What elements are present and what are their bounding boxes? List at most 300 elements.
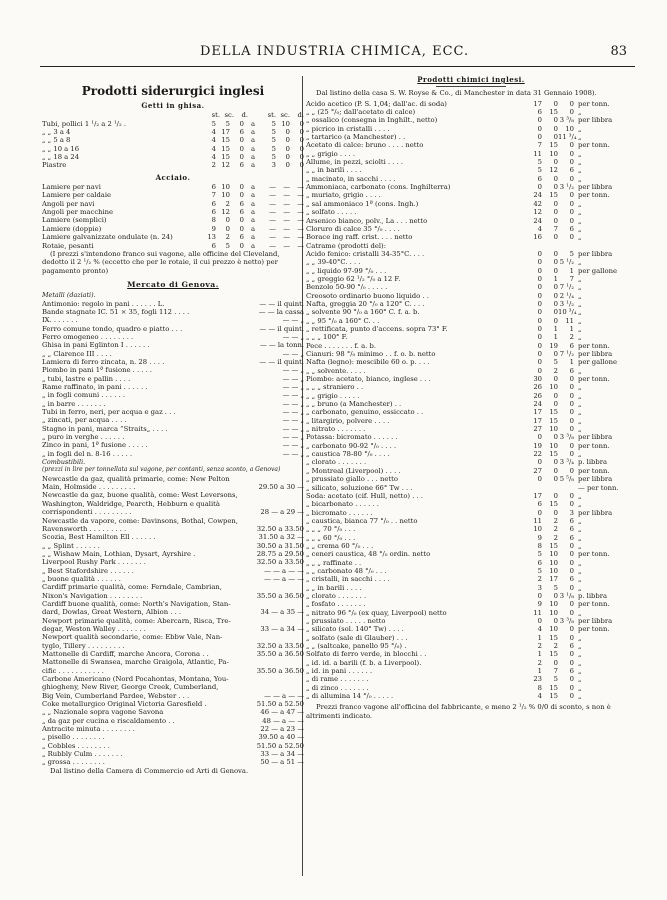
metalli-row — [42, 333, 304, 341]
chemical-row — [306, 358, 636, 366]
acciaio-value: — — [283, 191, 290, 200]
combustibile-row — [42, 525, 304, 533]
chemical-price: 0 — [537, 308, 542, 317]
chemical-name: „ „ greggio 62 ¹/₂ °/₀ a 12 F. — [306, 274, 401, 283]
chemical-name: Catrame (prodotti del): — [306, 241, 386, 250]
chemical-price: 0 — [553, 508, 558, 517]
chemical-name: „ di allumina 14 °/₀ . . . . . — [306, 692, 394, 701]
chemical-price: 10 — [549, 566, 558, 575]
combustibile-row — [42, 617, 304, 625]
chemical-unit: per tonn. — [578, 441, 610, 450]
chemical-price: 3 ³/₈ — [559, 617, 574, 625]
metalli-table — [42, 300, 304, 459]
ghisa-name: „ „ 3 a 4 — [42, 128, 71, 137]
chemical-name: Acetato di calce: bruno . . . . netto — [306, 141, 424, 150]
acciaio-value: 6 — [239, 233, 244, 242]
chemical-name: „ cristalli, in sacchi . . . . — [306, 575, 390, 584]
acciaio-value: 6 — [239, 199, 244, 208]
ghisa-value: 15 — [221, 136, 230, 145]
chemical-name: „ prussiato giallo . . . netto — [306, 475, 398, 484]
chemical-price: 0 — [569, 174, 574, 183]
ghisa-value: 0 — [299, 119, 304, 128]
chemical-unit: „ — [578, 224, 582, 233]
chemical-price: 0 — [553, 266, 558, 275]
chemical-unit: per tonn. — [578, 141, 610, 150]
chemical-price: 6 — [569, 533, 574, 542]
acciaio-value: a — [250, 224, 256, 233]
chemical-price: 0 — [553, 258, 558, 267]
acciaio-value: 0 — [225, 216, 230, 225]
combustibile-name: Big Vein, Cumberland Pardee, Webster . . . — [42, 691, 190, 700]
acciaio-value: — — [297, 191, 304, 200]
running-header — [40, 44, 637, 64]
ghisa-value: 17 — [221, 128, 230, 137]
chemical-name: Creosoto ordinario buono liquido . . — [306, 291, 429, 300]
chemical-row — [306, 584, 636, 592]
chemical-unit: „ — [578, 124, 582, 133]
chemical-row — [306, 275, 636, 283]
chemical-price: 6 — [569, 341, 574, 350]
chemical-name: Soda: acetato (cif. Hull, netto) . . . — [306, 491, 424, 500]
combustibile-price: 32.50 a 33.50 — [256, 558, 304, 567]
chemical-row — [306, 559, 636, 567]
chemical-price: 5 — [537, 566, 542, 575]
combustibile-name: „ buone qualità . . . . . . — [42, 574, 121, 583]
chemical-row — [306, 534, 636, 542]
combustibile-row — [42, 567, 304, 575]
chemical-price: 17 — [533, 416, 542, 425]
acciaio-value: — — [297, 233, 304, 242]
combustibile-row — [42, 600, 304, 608]
acciaio-value: 0 — [239, 241, 244, 250]
chemical-price: 11 — [533, 608, 542, 617]
ghisa-value: a — [250, 119, 256, 128]
chemical-price: 4 — [537, 625, 542, 634]
acciaio-value: 12 — [221, 208, 230, 217]
section-title-chimici: Prodotti chimici inglesi. — [417, 75, 525, 84]
chemical-unit: per tonn. — [578, 191, 610, 200]
chemical-price: 10 ³/₄ — [558, 308, 577, 317]
combustibile-name: Washington, Waldridge, Pearcth, Hebburn e qualità — [42, 499, 220, 508]
right-column — [306, 74, 636, 722]
chemical-name: Cloruro di calce 35 °/₀ . . . . — [306, 224, 400, 233]
ghisa-row — [42, 153, 304, 161]
chemical-price: 42 — [533, 199, 542, 208]
chemical-price: 0 — [537, 333, 542, 342]
chemical-price: 0 — [537, 591, 542, 600]
ghisa-value: 0 — [285, 128, 290, 137]
chemical-row — [306, 392, 636, 400]
chemical-price: 0 — [553, 591, 558, 600]
chemical-name: „ „ „ 70 °/₀ . . . — [306, 525, 356, 534]
chemical-price: 0 — [569, 391, 574, 400]
combustibile-row — [42, 483, 304, 491]
combustibile-row — [42, 675, 304, 683]
combustibile-row — [42, 667, 304, 675]
chemical-price: 2 — [553, 516, 558, 525]
chemical-row — [306, 692, 636, 700]
chemical-price: 12 — [533, 208, 542, 217]
ghisa-value: 0 — [239, 119, 244, 128]
chemical-price: 2 — [569, 333, 574, 342]
chemical-name: „ ceneri caustica, 48 °/₀ ordin. netto — [306, 550, 431, 559]
ghisa-value: 4 — [211, 136, 216, 145]
chemical-row — [306, 367, 636, 375]
acciaio-value: 6 — [211, 241, 216, 250]
chemical-row — [306, 283, 636, 291]
chemical-unit: „ — [578, 500, 582, 509]
combustibile-row — [42, 533, 304, 541]
chemical-price: 0 — [553, 249, 558, 258]
ghisa-value: 2 — [211, 161, 216, 170]
chemical-unit: „ — [578, 683, 582, 692]
ghisa-value: 5 — [271, 153, 276, 162]
metalli-name: Rame raffinato, in pani . . . . . . — [42, 383, 148, 391]
ghisa-name: „ „ 5 a 8 — [42, 136, 71, 145]
chemical-row — [306, 300, 636, 308]
chemical-unit: „ — [578, 333, 582, 342]
combustibile-name: Main, Holmside . . . . . . . . . — [42, 483, 136, 492]
combustibile-row — [42, 500, 304, 508]
acciaio-name: Lamiere per caldaie — [42, 191, 112, 200]
chemical-row — [306, 684, 636, 692]
chemical-price: 22 — [533, 450, 542, 459]
chemical-name: „ bicarbonato . . . . . . — [306, 500, 379, 509]
chemical-row — [306, 675, 636, 683]
ghisa-value: 5 — [225, 119, 230, 128]
chemical-name: „ „ bruno (a Manchester) . . — [306, 400, 402, 409]
chemical-unit — [574, 242, 636, 250]
chemical-name: „ picrico in cristalli . . . . — [306, 124, 390, 133]
combustibile-price: 22 — a 23 — — [260, 725, 304, 734]
ghisa-value: a — [250, 144, 256, 153]
acciaio-value: — — [297, 208, 304, 217]
ghisa-value: 0 — [239, 136, 244, 145]
chemical-price: 0 — [569, 600, 574, 609]
chemical-price: 0 — [553, 491, 558, 500]
ghisa-name: „ „ 10 a 16 — [42, 144, 80, 153]
metalli-row — [42, 375, 304, 383]
chemical-name: „ „ (25 °/₀; dall'acetato di calce) — [306, 108, 416, 117]
combustibile-price: 28.75 a 29.50 — [256, 549, 304, 558]
acciaio-value: 0 — [239, 183, 244, 192]
chemical-price: 8 — [537, 683, 542, 692]
chemical-unit: „ — [578, 199, 582, 208]
ghisa-table — [42, 120, 304, 170]
ghisa-name: Tubi, pollici 1 ¹/₂ a 2 ¹/₂ . — [42, 119, 127, 128]
chemical-price: 5 — [569, 249, 574, 258]
chemical-price: 10 — [549, 383, 558, 392]
combustibile-price — [252, 600, 304, 608]
metalli-price: — — „ — [282, 408, 304, 417]
chemical-unit: „ — [578, 316, 582, 325]
chemical-row — [306, 634, 636, 642]
chemical-price: 3 ¹/₈ — [559, 591, 574, 600]
combustibile-price — [252, 683, 304, 691]
combustibile-price: 48 — a — — — [262, 716, 304, 725]
acciaio-row — [42, 225, 304, 233]
chemical-price: 6 — [569, 366, 574, 375]
metalli-name: Bande stagnate IC. 51 × 35, fogli 112 . . . . — [42, 307, 190, 316]
metalli-price: — — la tonn. — [259, 341, 304, 350]
combustibile-price: 31.50 a 32 — — [258, 533, 304, 542]
chemical-unit: „ — [578, 516, 582, 525]
chemical-price: 0 — [569, 233, 574, 242]
chemical-name: „ „ liquido 97-99 °/₀ . . . — [306, 266, 387, 275]
chemical-price: 5 — [537, 158, 542, 167]
chemical-price: 0 — [569, 550, 574, 559]
chemical-price: 10 — [549, 625, 558, 634]
combustibile-price: 46 — a 47 — — [260, 708, 304, 717]
combustibile-name: „ „ Splint . . . . . . — [42, 541, 100, 550]
acciaio-value: 0 — [225, 224, 230, 233]
acciaio-name: Rotaie, pesanti — [42, 241, 94, 250]
chemical-price: 3 — [537, 583, 542, 592]
acciaio-value: a — [250, 191, 256, 200]
acciaio-value: 0 — [239, 216, 244, 225]
chimici-footer: Prezzi franco vagone all'officina del fabbricante, e meno 2 ¹/₂ % 0/0 di sconto, s non è altrimenti indicato. — [306, 703, 611, 720]
chemical-price: 0 — [569, 408, 574, 417]
chemical-unit: „ — [578, 291, 582, 300]
acciaio-value: — — [297, 216, 304, 225]
chemical-price — [542, 484, 558, 492]
chemical-price: 0 — [569, 375, 574, 384]
chemical-name: „ caustica, bianca 77 °/₀ . . netto — [306, 516, 418, 525]
chemical-unit: „ — [578, 108, 582, 117]
chemical-unit: per libbra — [578, 249, 613, 258]
chemical-name: „ nitrato 96 °/₀ (ex quay, Liverpool) netto — [306, 608, 447, 617]
chemical-name: Pece . . . . . . . f. a. b. — [306, 341, 377, 350]
chemical-price: 0 — [553, 208, 558, 217]
chemical-price: 24 — [533, 216, 542, 225]
combustibile-name: Ravensworth . . . . . . . . . — [42, 524, 127, 533]
chemical-price: 0 — [553, 233, 558, 242]
chemical-price: 0 — [537, 316, 542, 325]
ghisa-value: 5 — [271, 128, 276, 137]
chemical-unit: per libbra — [578, 508, 613, 517]
chemical-price: 0 — [537, 433, 542, 442]
chemical-price: 17 — [533, 99, 542, 108]
chemical-price: 0 — [553, 158, 558, 167]
chemical-name: Acido fenico: cristalli 34-35°C. . . . — [306, 249, 425, 258]
chemical-price: 1 — [569, 266, 574, 275]
chemical-price: 12 — [549, 166, 558, 175]
chemical-price: 7 ¹/₂ — [559, 350, 574, 358]
chemical-price: 15 — [549, 108, 558, 117]
combustibile-name: cific . . . . . . . . . . . — [42, 666, 104, 675]
chemical-row — [306, 609, 636, 617]
chemical-unit: „ — [578, 308, 582, 317]
ghisa-value: 5 — [271, 144, 276, 153]
chemical-row — [306, 408, 636, 416]
acciaio-value: — — [269, 191, 276, 200]
ghisa-value: a — [250, 128, 256, 137]
combustibile-name: Newcastle da vapore, come: Davinsons, Bothal, Cowpen, — [42, 516, 238, 525]
chemical-unit: „ — [578, 425, 582, 434]
chemical-price: 4 — [537, 224, 542, 233]
combustibile-row — [42, 475, 304, 483]
metalli-price: — — „ — [282, 383, 304, 391]
chemical-price: 6 — [569, 166, 574, 175]
chemical-row — [306, 667, 636, 675]
chemical-price: 0 — [569, 608, 574, 617]
acciaio-value: — — [283, 241, 290, 250]
chemical-price: 5 — [537, 550, 542, 559]
chemical-unit: „ — [578, 416, 582, 425]
acciaio-value: a — [250, 241, 256, 250]
chemical-name: „ Montreal (Liverpool) . . . . — [306, 466, 401, 475]
combustibile-name: Newport primarie qualità, come: Abercarn, Risca, Tre- — [42, 616, 231, 625]
chemical-row — [306, 417, 636, 425]
chemical-unit: „ — [578, 667, 582, 676]
chemical-unit: „ — [578, 400, 582, 409]
chemical-name: „ litargirio, polvere . . . . — [306, 416, 390, 425]
ghisa-value: a — [250, 153, 256, 162]
chemical-price: 0 — [569, 625, 574, 634]
chemical-price: 0 — [553, 216, 558, 225]
chemical-unit: „ — [578, 533, 582, 542]
combustibile-row — [42, 550, 304, 558]
combustibile-name: Newcastle da gaz, qualità primarie, come: New Pelton — [42, 474, 230, 483]
chemical-unit: „ — [578, 366, 582, 375]
ghisa-row — [42, 161, 304, 169]
metalli-row — [42, 316, 304, 324]
acciaio-row — [42, 208, 304, 216]
chemical-price: 1 — [569, 324, 574, 333]
chemical-price: 0 — [569, 425, 574, 434]
metalli-name: Ghisa in pani Eglinton I . . . . . . — [42, 341, 150, 350]
subheading-ghisa: Getti in ghisa. — [141, 101, 205, 110]
chemical-price: 0 — [553, 116, 558, 125]
acciaio-value: — — [297, 183, 304, 192]
ghisa-value: 0 — [299, 161, 304, 170]
chemical-row — [306, 517, 636, 525]
chemical-row — [306, 308, 636, 316]
chemical-unit: „ — [578, 450, 582, 459]
chemical-name: Cianuri: 98 °/₀ minimo . . f. o. b. netto — [306, 350, 436, 358]
combustibile-name: Newcastle da gaz, buone qualità, come: West Leversons, — [42, 491, 238, 500]
chemical-price: 1 — [553, 274, 558, 283]
combustibile-price — [252, 675, 304, 683]
chemical-price: 5 ⁵/₈ — [559, 475, 574, 484]
chemical-row — [306, 125, 636, 133]
metalli-row — [42, 441, 304, 449]
chemical-unit: per tonn. — [578, 99, 610, 108]
metalli-row — [42, 350, 304, 358]
acciaio-row — [42, 200, 304, 208]
chemical-row — [306, 217, 636, 225]
chemical-price: 7 ¹/₂ — [559, 283, 574, 292]
chemical-price: 10 — [549, 608, 558, 617]
chemical-price: 0 — [537, 358, 542, 367]
chemical-unit: „ — [578, 633, 582, 642]
chemical-price: 0 — [569, 633, 574, 642]
acciaio-value: 13 — [207, 233, 216, 242]
chemical-row — [306, 592, 636, 600]
combustibile-name: „ pisello . . . . . . . . — [42, 733, 105, 742]
metalli-price: — — „ — [282, 316, 304, 325]
ghisa-value: 3 — [271, 161, 276, 170]
acciaio-row — [42, 242, 304, 250]
chemical-unit: per libbra — [578, 617, 613, 625]
chemical-row — [306, 191, 636, 199]
chemical-row — [306, 267, 636, 275]
chemical-price: 0 — [553, 291, 558, 300]
chemical-price: 27 — [533, 466, 542, 475]
chemical-price: 10 — [549, 558, 558, 567]
combustibile-name: Coke metallurgico Original Victoria Garesfield . — [42, 700, 207, 709]
chemical-price: 0 — [569, 400, 574, 409]
chemical-row — [306, 450, 636, 458]
metalli-price: — — „ — [282, 391, 304, 400]
chemical-price: 15 — [549, 408, 558, 417]
chemical-price: 6 — [537, 558, 542, 567]
chemical-unit: „ — [578, 216, 582, 225]
combustibile-row — [42, 717, 304, 725]
chemical-price: 6 — [569, 224, 574, 233]
chemical-name: Benzolo 50-90 °/₀ . . . . . — [306, 283, 388, 292]
ghisa-value: 4 — [211, 153, 216, 162]
page-number: 83 — [610, 44, 627, 59]
chemical-price: 26 — [533, 391, 542, 400]
chemical-price: 3 ³/₈ — [559, 433, 574, 442]
acciaio-value: — — [283, 208, 290, 217]
chemical-price: 0 — [569, 191, 574, 200]
combustibile-name: Cardiff buone qualità, come: North's Navigation, Stan- — [42, 599, 231, 608]
chemical-price: 17 — [549, 575, 558, 584]
combustibile-name: „ Cobbles . . . . . . . . — [42, 741, 110, 750]
chemical-name: „ „ grigio . . . . . — [306, 391, 360, 400]
combustibile-row — [42, 683, 304, 691]
chemical-row — [306, 100, 636, 108]
chemical-name: „ rettificata, punto d'accens. sopra 73° F. — [306, 324, 448, 333]
chemical-price: 0 — [553, 617, 558, 625]
metalli-name: „ „ Clarence III . . . . — [42, 349, 112, 358]
chemical-row — [306, 484, 636, 492]
acciaio-value: 10 — [221, 191, 230, 200]
chemical-row — [306, 116, 636, 124]
chemical-unit: per tonn. — [578, 466, 610, 475]
chemical-unit: per tonn. — [578, 625, 610, 634]
chemical-name: „ „ (saltcake, panello 95 °/₀) . — [306, 642, 407, 651]
metalli-row — [42, 358, 304, 366]
combustibile-price: 35.50 a 36.50 — [256, 650, 304, 658]
ghisa-value: 0 — [285, 153, 290, 162]
chemical-unit: „ — [578, 299, 582, 308]
combustibile-price — [252, 475, 304, 483]
metalli-price: — — „ — [282, 449, 304, 458]
combustibile-price — [252, 617, 304, 625]
chemical-price: 3 — [569, 508, 574, 517]
chimici-table — [306, 100, 636, 701]
chemical-unit: per libbra — [578, 433, 613, 442]
chemical-price: 7 — [553, 667, 558, 676]
combustibile-price: 29.50 a 30 — — [258, 483, 304, 492]
chemical-row — [306, 617, 636, 625]
combustibile-row — [42, 742, 304, 750]
combustibile-row — [42, 592, 304, 600]
combustibile-price: 28 — a 29 — — [260, 508, 304, 517]
chemical-price: 0 — [569, 491, 574, 500]
combustibile-row — [42, 642, 304, 650]
acciaio-value: 6 — [211, 183, 216, 192]
combustibile-row — [42, 608, 304, 616]
chemical-row — [306, 183, 636, 191]
combustibile-row — [42, 517, 304, 525]
chemical-row — [306, 108, 636, 116]
chemical-unit: p. libbra — [578, 591, 608, 600]
acciaio-value: — — [269, 199, 276, 208]
